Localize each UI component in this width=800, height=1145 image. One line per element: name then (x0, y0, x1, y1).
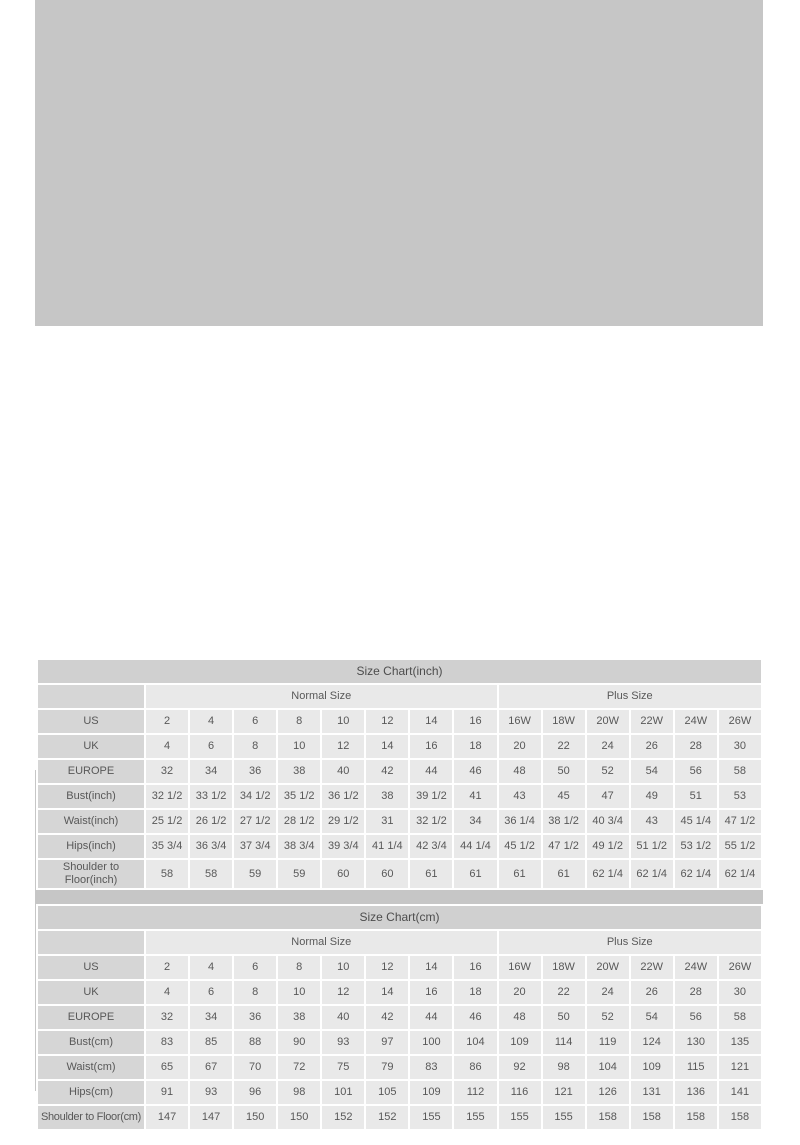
table-row (38, 1006, 761, 1029)
table-cell: 70 (234, 1056, 276, 1079)
table-cell: 38 1/2 (543, 810, 585, 833)
table-cell: 150 (234, 1106, 276, 1129)
table-cell: 62 1/4 (675, 860, 717, 888)
table-cell: 155 (543, 1106, 585, 1129)
row-label: Hips(inch) (38, 835, 144, 858)
table-cell: 31 (366, 810, 408, 833)
table-cell: 58 (190, 860, 232, 888)
table-cell: 22W (631, 956, 673, 979)
table-cell: 36 1/4 (499, 810, 541, 833)
table-cell: 38 3/4 (278, 835, 320, 858)
table-cell: 34 (190, 760, 232, 783)
table-cell: 4 (190, 956, 232, 979)
table-cell: 56 (675, 1006, 717, 1029)
table-cell: 40 (322, 760, 364, 783)
table-cell: 65 (146, 1056, 188, 1079)
table-cell: 10 (278, 981, 320, 1004)
row-label: UK (38, 981, 144, 1004)
table-cell: 62 1/4 (719, 860, 761, 888)
table-cell: 18 (454, 735, 496, 758)
table-cell: 93 (322, 1031, 364, 1054)
table-cell: 75 (322, 1056, 364, 1079)
table-cell: 43 (631, 810, 673, 833)
table-cell: 18 (454, 981, 496, 1004)
table-cell: 12 (366, 710, 408, 733)
table-cell: 33 1/2 (190, 785, 232, 808)
table-cell: 38 (278, 760, 320, 783)
table-cell: 28 (675, 981, 717, 1004)
table-title: Size Chart(inch) (38, 660, 761, 683)
table-cell: 158 (587, 1106, 629, 1129)
table-cell: 36 3/4 (190, 835, 232, 858)
table-cell: 56 (675, 760, 717, 783)
table-cell: 24W (675, 710, 717, 733)
table-cell: 92 (499, 1056, 541, 1079)
group-header: Normal Size (146, 685, 497, 708)
table-cell: 14 (366, 981, 408, 1004)
table-cell: 36 1/2 (322, 785, 364, 808)
size-chart-inch-table (36, 658, 763, 890)
table-cell: 126 (587, 1081, 629, 1104)
table-row (38, 810, 761, 833)
table-cell: 40 (322, 1006, 364, 1029)
group-header: Normal Size (146, 931, 497, 954)
table-cell: 6 (190, 735, 232, 758)
table-cell: 35 3/4 (146, 835, 188, 858)
table-cell: 61 (543, 860, 585, 888)
table-cell: 86 (454, 1056, 496, 1079)
row-label: Shoulder to Floor(inch) (38, 860, 144, 888)
table-cell: 4 (146, 735, 188, 758)
table-cell: 32 (146, 1006, 188, 1029)
table-cell: 135 (719, 1031, 761, 1054)
table-cell: 22W (631, 710, 673, 733)
table-cell: 55 1/2 (719, 835, 761, 858)
table-cell: 34 1/2 (234, 785, 276, 808)
table-cell: 16W (499, 710, 541, 733)
table-cell: 147 (146, 1106, 188, 1129)
table-cell: 25 1/2 (146, 810, 188, 833)
table-cell: 42 3/4 (410, 835, 452, 858)
table-cell: 98 (543, 1056, 585, 1079)
table-cell: 42 (366, 1006, 408, 1029)
table-cell: 6 (234, 956, 276, 979)
table-cell: 100 (410, 1031, 452, 1054)
table-cell: 6 (234, 710, 276, 733)
table-cell: 136 (675, 1081, 717, 1104)
table-cell: 44 (410, 1006, 452, 1029)
table-cell: 8 (278, 710, 320, 733)
table-cell: 121 (543, 1081, 585, 1104)
table-cell: 62 1/4 (631, 860, 673, 888)
table-cell: 22 (543, 981, 585, 1004)
table-cell: 97 (366, 1031, 408, 1054)
size-charts (36, 658, 763, 1145)
table-cell: 124 (631, 1031, 673, 1054)
table-cell: 41 (454, 785, 496, 808)
table-cell: 27 1/2 (234, 810, 276, 833)
table-cell: 112 (454, 1081, 496, 1104)
row-label: UK (38, 735, 144, 758)
table-cell: 109 (631, 1056, 673, 1079)
table-cell: 16 (454, 956, 496, 979)
row-label: Hips(cm) (38, 1081, 144, 1104)
table-cell: 109 (499, 1031, 541, 1054)
table-row (38, 956, 761, 979)
table-cell: 26 (631, 735, 673, 758)
table-cell: 34 (190, 1006, 232, 1029)
table-cell: 49 1/2 (587, 835, 629, 858)
table-cell: 61 (410, 860, 452, 888)
table-cell: 30 (719, 735, 761, 758)
table-cell: 115 (675, 1056, 717, 1079)
table-cell: 8 (278, 956, 320, 979)
table-cell: 12 (322, 735, 364, 758)
table-cell: 39 1/2 (410, 785, 452, 808)
table-cell: 58 (719, 760, 761, 783)
table-cell: 8 (234, 981, 276, 1004)
table-cell: 18W (543, 956, 585, 979)
table-cell: 51 1/2 (631, 835, 673, 858)
table-cell: 72 (278, 1056, 320, 1079)
table-cell: 34 (454, 810, 496, 833)
table-cell: 61 (454, 860, 496, 888)
table-cell: 8 (234, 735, 276, 758)
table-row (38, 710, 761, 733)
table-cell: 91 (146, 1081, 188, 1104)
row-label: Bust(cm) (38, 1031, 144, 1054)
table-cell: 60 (322, 860, 364, 888)
table-cell: 119 (587, 1031, 629, 1054)
row-label: Waist(inch) (38, 810, 144, 833)
table-cell: 2 (146, 710, 188, 733)
row-label: Waist(cm) (38, 1056, 144, 1079)
table-cell: 20 (499, 981, 541, 1004)
table-cell: 85 (190, 1031, 232, 1054)
table-row (38, 835, 761, 858)
table-cell: 114 (543, 1031, 585, 1054)
table-cell: 16 (410, 735, 452, 758)
table-cell: 155 (410, 1106, 452, 1129)
table-cell: 22 (543, 735, 585, 758)
table-cell: 24 (587, 735, 629, 758)
table-cell: 37 3/4 (234, 835, 276, 858)
table-cell: 20W (587, 956, 629, 979)
row-label: US (38, 956, 144, 979)
table-cell: 10 (278, 735, 320, 758)
table-cell: 60 (366, 860, 408, 888)
table-cell: 20 (499, 735, 541, 758)
table-cell: 152 (322, 1106, 364, 1129)
table-cell: 16 (454, 710, 496, 733)
table-cell: 45 1/4 (675, 810, 717, 833)
table-cell: 47 (587, 785, 629, 808)
table-cell: 158 (631, 1106, 673, 1129)
table-cell: 24W (675, 956, 717, 979)
table-cell: 131 (631, 1081, 673, 1104)
table-cell: 36 (234, 760, 276, 783)
table-cell: 121 (719, 1056, 761, 1079)
table-cell: 45 (543, 785, 585, 808)
table-cell: 98 (278, 1081, 320, 1104)
table-cell: 32 1/2 (410, 810, 452, 833)
table-cell: 14 (410, 710, 452, 733)
table-cell: 32 1/2 (146, 785, 188, 808)
table-cell: 16 (410, 981, 452, 1004)
table-cell: 26 1/2 (190, 810, 232, 833)
table-cell: 58 (719, 1006, 761, 1029)
table-row (38, 735, 761, 758)
table-cell: 12 (322, 981, 364, 1004)
table-cell: 54 (631, 760, 673, 783)
table-cell: 2 (146, 956, 188, 979)
table-cell: 58 (146, 860, 188, 888)
table-cell: 18W (543, 710, 585, 733)
table-cell: 46 (454, 1006, 496, 1029)
table-cell: 53 (719, 785, 761, 808)
table-cell: 152 (366, 1106, 408, 1129)
table-cell: 14 (410, 956, 452, 979)
table-cell: 104 (587, 1056, 629, 1079)
table-row (38, 1106, 761, 1129)
table-cell: 36 (234, 1006, 276, 1029)
table-cell: 48 (499, 1006, 541, 1029)
table-cell: 49 (631, 785, 673, 808)
table-cell: 62 1/4 (587, 860, 629, 888)
table-cell: 24 (587, 981, 629, 1004)
table-cell: 88 (234, 1031, 276, 1054)
table-row (38, 1031, 761, 1054)
table-cell: 116 (499, 1081, 541, 1104)
table-cell: 41 1/4 (366, 835, 408, 858)
table-cell: 6 (190, 981, 232, 1004)
table-cell: 20W (587, 710, 629, 733)
table-cell: 50 (543, 1006, 585, 1029)
table-title: Size Chart(cm) (38, 906, 761, 929)
table-cell: 10 (322, 710, 364, 733)
row-label: US (38, 710, 144, 733)
row-label: EUROPE (38, 760, 144, 783)
table-cell: 101 (322, 1081, 364, 1104)
table-cell: 61 (499, 860, 541, 888)
group-header: Plus Size (499, 685, 762, 708)
table-cell: 26 (631, 981, 673, 1004)
size-chart-cm-table (36, 904, 763, 1131)
table-cell: 47 1/2 (543, 835, 585, 858)
table-cell: 29 1/2 (322, 810, 364, 833)
table-cell: 35 1/2 (278, 785, 320, 808)
table-cell: 158 (719, 1106, 761, 1129)
table-cell: 104 (454, 1031, 496, 1054)
table-cell: 150 (278, 1106, 320, 1129)
table-row (38, 1081, 761, 1104)
table-cell: 147 (190, 1106, 232, 1129)
table-cell: 30 (719, 981, 761, 1004)
table-cell: 38 (366, 785, 408, 808)
table-cell: 48 (499, 760, 541, 783)
table-cell: 52 (587, 1006, 629, 1029)
table-cell: 130 (675, 1031, 717, 1054)
table-cell: 53 1/2 (675, 835, 717, 858)
table-cell: 47 1/2 (719, 810, 761, 833)
table-cell: 54 (631, 1006, 673, 1029)
table-cell: 26W (719, 710, 761, 733)
table-cell: 141 (719, 1081, 761, 1104)
table-cell: 93 (190, 1081, 232, 1104)
table-cell: 44 1/4 (454, 835, 496, 858)
table-row (38, 760, 761, 783)
table-cell: 50 (543, 760, 585, 783)
table-cell: 16W (499, 956, 541, 979)
table-cell: 83 (146, 1031, 188, 1054)
table-cell: 79 (366, 1056, 408, 1079)
table-row (38, 981, 761, 1004)
table-row (38, 860, 761, 888)
table-cell: 32 (146, 760, 188, 783)
row-label: EUROPE (38, 1006, 144, 1029)
table-cell: 90 (278, 1031, 320, 1054)
table-cell: 155 (499, 1106, 541, 1129)
table-cell: 45 1/2 (499, 835, 541, 858)
table-cell: 52 (587, 760, 629, 783)
row-label: Bust(inch) (38, 785, 144, 808)
table-cell: 158 (675, 1106, 717, 1129)
corner-cell (38, 931, 144, 954)
table-cell: 46 (454, 760, 496, 783)
group-header: Plus Size (499, 931, 762, 954)
table-cell: 51 (675, 785, 717, 808)
table-cell: 28 1/2 (278, 810, 320, 833)
table-cell: 59 (234, 860, 276, 888)
table-cell: 105 (366, 1081, 408, 1104)
table-row (38, 1056, 761, 1079)
table-cell: 28 (675, 735, 717, 758)
table-cell: 96 (234, 1081, 276, 1104)
table-cell: 14 (366, 735, 408, 758)
table-cell: 4 (190, 710, 232, 733)
table-cell: 40 3/4 (587, 810, 629, 833)
table-cell: 67 (190, 1056, 232, 1079)
table-cell: 42 (366, 760, 408, 783)
table-cell: 59 (278, 860, 320, 888)
table-cell: 12 (366, 956, 408, 979)
row-label: Shoulder to Floor(cm) (38, 1106, 144, 1129)
table-cell: 83 (410, 1056, 452, 1079)
table-cell: 4 (146, 981, 188, 1004)
table-cell: 43 (499, 785, 541, 808)
table-cell: 38 (278, 1006, 320, 1029)
table-cell: 155 (454, 1106, 496, 1129)
table-cell: 39 3/4 (322, 835, 364, 858)
table-cell: 109 (410, 1081, 452, 1104)
table-row (38, 785, 761, 808)
corner-cell (38, 685, 144, 708)
table-cell: 44 (410, 760, 452, 783)
table-cell: 10 (322, 956, 364, 979)
table-cell: 26W (719, 956, 761, 979)
size-chart-section (0, 326, 800, 1123)
